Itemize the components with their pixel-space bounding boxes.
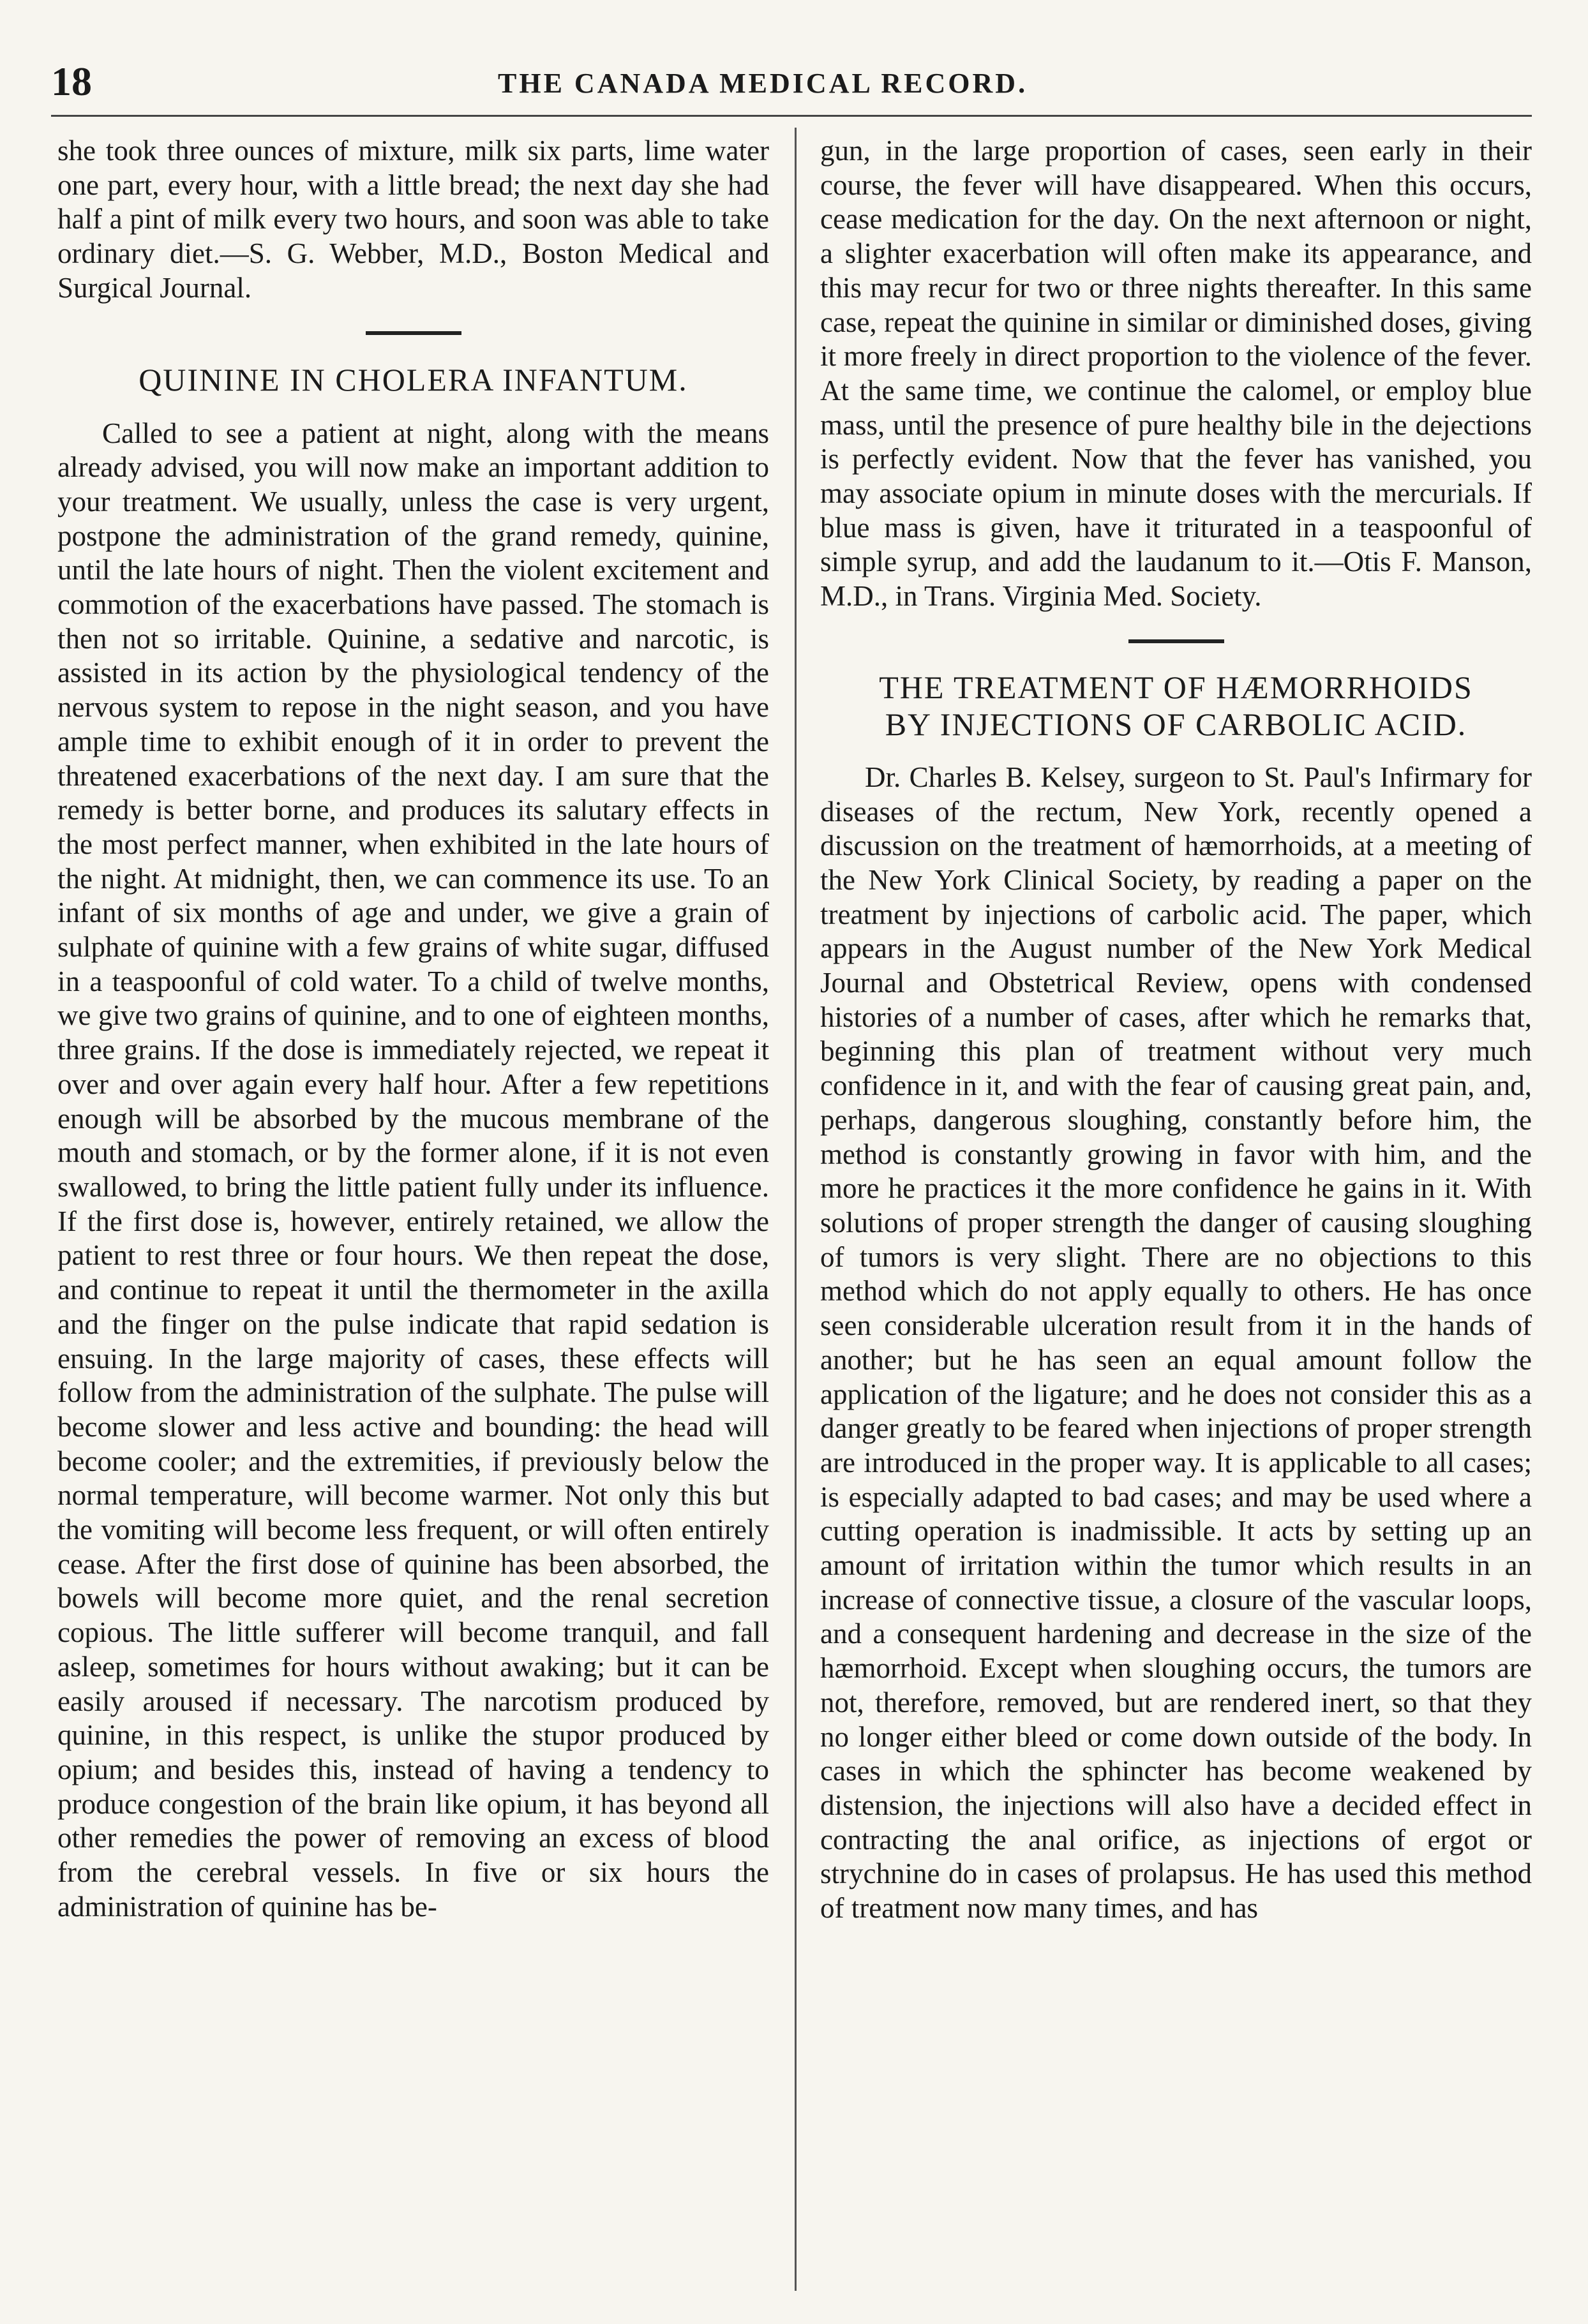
journal-title: THE CANADA MEDICAL RECORD. — [498, 68, 1028, 99]
left-column — [57, 134, 769, 1924]
column-divider — [795, 128, 797, 2291]
page-number: 18 — [51, 59, 92, 104]
article-title-line-1: THE TREATMENT OF HÆMORRHOIDS — [879, 669, 1473, 705]
article-title-quinine: QUININE IN CHOLERA INFANTUM. — [139, 361, 688, 398]
header-rule — [51, 115, 1532, 117]
right-column — [820, 134, 1532, 1926]
section-divider-rule — [366, 331, 461, 335]
article-title-haemorrhoids — [820, 669, 1532, 743]
right-continuation-paragraph: gun, in the large proportion of cases, seen early in their course, the fever will have disappeared. When this occurs, cease medication for the day. On the next afternoon or night, a slighter exacerbation will often make its appearance, and this may recur for two or three nights thereafter. In this same case, repeat the quinine in similar or diminished doses, giving it more freely in direct proportion to the violence of the fever. At the same time, we continue the calomel, or employ blue mass, until the presence of pure healthy bile in the dejections is perfectly evident. Now that the fever has vanished, you may associate opium in minute doses with the mercurials. If blue mass is given, have it triturated in a teaspoonful of simple syrup, and add the laudanum to it.—Otis F. Manson, M.D., in Trans. Virginia Med. Society. — [820, 135, 1532, 613]
section-divider-rule — [1128, 639, 1224, 643]
page-header — [51, 56, 1532, 107]
article-title-line-2: BY INJECTIONS OF CARBOLIC ACID. — [885, 706, 1467, 742]
quinine-article-body: Called to see a patient at night, along with the means already advised, you will now make an important addition to your treatment. We usually, unless the case is very urgent, postpone the administration of the grand remedy, quinine, until the late hours of night. Then the violent excitement and commotion of the exacerbations have passed. The stomach is then not so irritable. Quinine, a sedative and narcotic, is assisted in its action by the physiological tendency of the nervous system to repose in the night season, and you have ample time to exhibit enough of it in order to prevent the threatened exacerbations of the next day. I am sure that the remedy is better borne, and produces its salutary effects in the most perfect manner, when exhibited in the late hours of the night. At midnight, then, we can commence its use. To an infant of six months of age and under, we give a grain of sulphate of quinine with a few grains of white sugar, diffused in a teaspoonful of cold water. To a child of twelve months, we give two grains of quinine, and to one of eighteen months, three grains. If the dose is immediately rejected, we repeat it over and over again every half hour. After a few repetitions enough will be absorbed by the mucous membrane of the mouth and stomach, or by the former alone, if it is not even swallowed, to bring the little patient fully under its influence. If the first dose is, however, entirely retained, we allow the patient to rest three or four hours. We then repeat the dose, and continue to repeat it until the thermometer in the axilla and the finger on the pulse indicate that rapid sedation is ensuing. In the large majority of cases, these effects will follow from the administration of the sulphate. The pulse will become slower and less active and bounding: the head will become cooler; and the extremities, if previously below the normal temperature, will become warmer. Not only this but the vomiting will become less frequent, or will often entirely cease. After the first dose of quinine has been absorbed, the bowels will become more quiet, and the renal secretion copious. The little sufferer will become tranquil, and fall asleep, sometimes for hours without awaking; but it can be easily aroused if necessary. The narcotism produced by quinine, in this respect, is unlike the stupor produced by opium; and besides this, instead of having a tendency to produce congestion of the brain like opium, it has beyond all other remedies the power of removing an excess of blood from the cerebral vessels. In five or six hours the administration of quinine has be- — [57, 417, 769, 1923]
left-intro-paragraph: she took three ounces of mixture, milk six parts, lime water one part, every hour, with a little bread; the next day she had half a pint of milk every two hours, and soon was able to take ordinary diet.—S. G. Webber, M.D., Boston Medical and Surgical Journal. — [57, 135, 769, 304]
haemorrhoids-article-body: Dr. Charles B. Kelsey, surgeon to St. Paul's Infirmary for diseases of the rectum, New York, recently opened a discussion on the treatment of hæmorrhoids, at a meeting of the New York Clinical Society, by reading a paper on the treatment by injections of carbolic acid. The paper, which appears in the August number of the New York Medical Journal and Obstetrical Review, opens with condensed histories of a number of cases, after which he remarks that, beginning this plan of treatment without very much confidence in it, and with the fear of causing great pain, and, perhaps, dangerous sloughing, constantly before him, the method is constantly growing in favor with him, and the more he practices it the more confidence he gains in it. With solutions of proper strength the danger of causing sloughing of tumors is very slight. There are no objections to this method which do not apply equally to others. He has once seen considerable ulceration result from it in the hands of another; but he has seen an equal amount follow the application of the ligature; and he does not consider this as a danger greatly to be feared when injections of proper strength are introduced in the proper way. It is applicable to all cases; is especially adapted to bad cases; and may be used where a cutting operation is inadmissible. It acts by setting up an amount of irritation within the tumor which results in an increase of connective tissue, a closure of the vascular loops, and a consequent hardening and decrease in the size of the hæmorrhoid. Except when sloughing occurs, the tumors are not, therefore, removed, but are rendered inert, so that they no longer either bleed or come down outside of the body. In cases in which the sphincter has become weakened by distension, the injections will also have a decided effect in contracting the anal orifice, as injections of ergot or strychnine do in cases of prolapsus. He has used this method of treatment now many times, and has — [820, 761, 1532, 1925]
